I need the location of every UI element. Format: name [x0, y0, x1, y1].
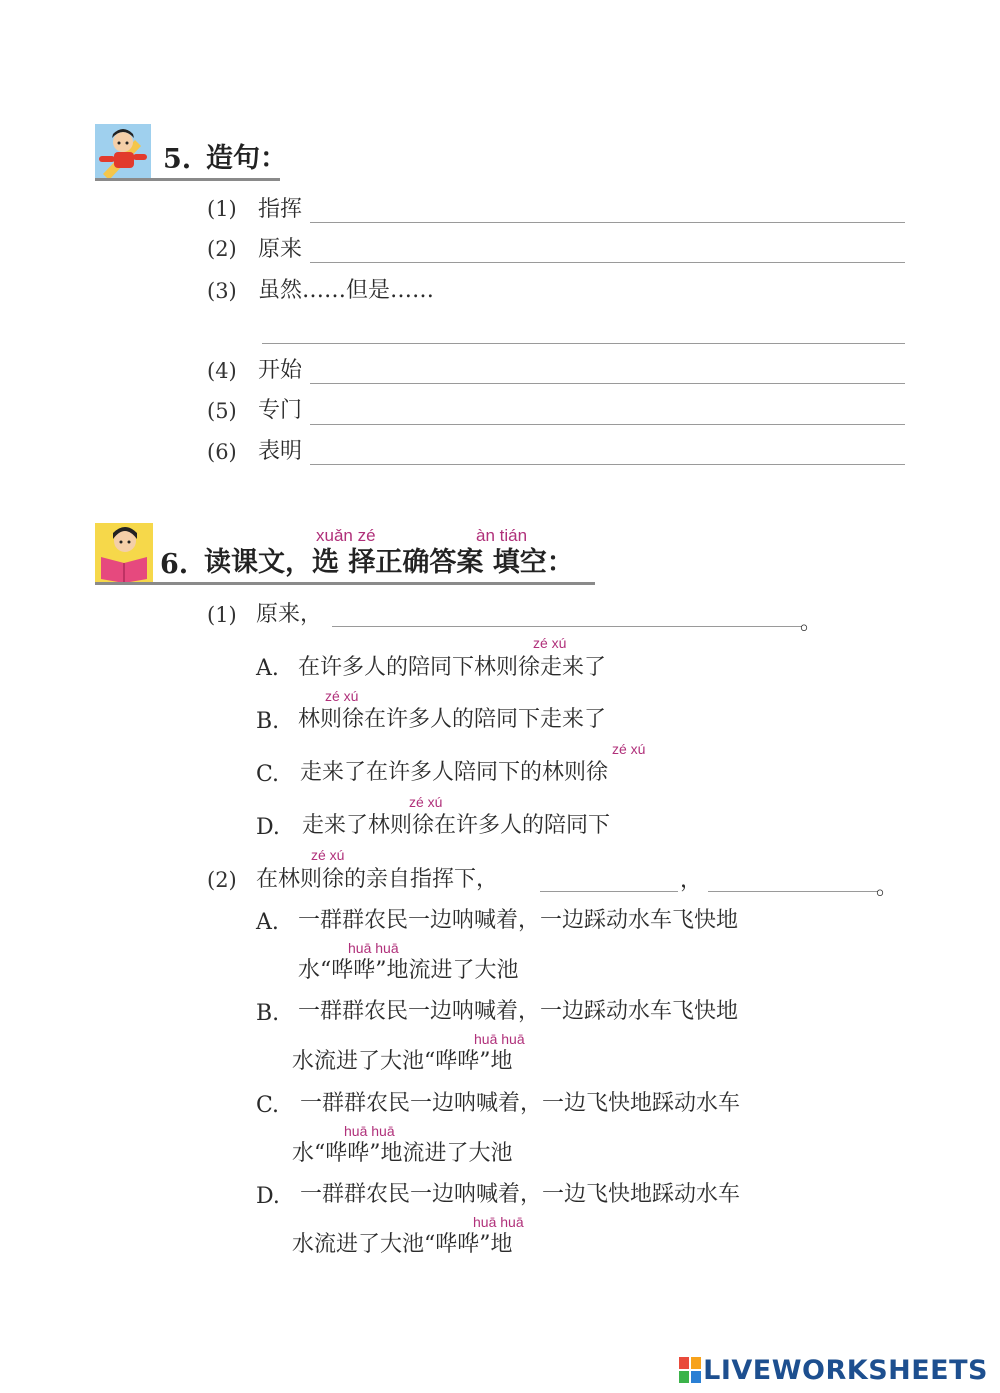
q2-blank-2[interactable] — [708, 891, 878, 892]
item-word: 表明 — [258, 439, 303, 464]
option-line2: 水流进了大池“哗哗”地 — [292, 1232, 513, 1257]
option-label: B. — [256, 1001, 280, 1026]
q2-comma: ， — [680, 868, 703, 893]
option-pinyin: huā huā — [473, 1214, 524, 1230]
option-line2: 水“哗哗”地流进了大池 — [292, 1141, 513, 1166]
option-text: 走来了在许多人陪同下的林则徐 — [300, 760, 609, 785]
option-pinyin: huā huā — [474, 1031, 525, 1047]
option-line1: 一群群农民一边呐喊着，一边飞快地踩动水车 — [300, 1091, 741, 1116]
item-word: 指挥 — [258, 197, 303, 222]
answer-line-6[interactable] — [310, 464, 905, 465]
item-word: 原来 — [258, 237, 303, 262]
q2-end-mark: 。 — [876, 875, 899, 900]
question-stem: 原来， — [256, 602, 323, 627]
pinyin-xuanze: xuǎn zé — [316, 526, 376, 545]
q1-end-mark: 。 — [800, 610, 823, 635]
option-label: A. — [256, 910, 279, 935]
item-word: 专门 — [258, 398, 303, 423]
question-number: (1) — [207, 603, 237, 627]
option-label: B. — [256, 709, 280, 734]
question-stem: 在林则徐的亲自指挥下， — [256, 867, 499, 892]
item-number: (6) — [207, 440, 237, 464]
section6-title: 读课文，选 择正确答案 填空： — [204, 547, 574, 578]
section5-title: 造句： — [206, 143, 287, 174]
item-number: (2) — [207, 237, 237, 261]
liveworksheets-logo — [679, 1353, 988, 1387]
section5-number: 5. — [163, 144, 192, 175]
option-text: 林则徐在许多人的陪同下走来了 — [298, 707, 607, 732]
option-text: 在许多人的陪同下林则徐走来了 — [298, 655, 607, 680]
answer-line-4[interactable] — [310, 383, 905, 384]
answer-line-1[interactable] — [310, 222, 905, 223]
option-text: 走来了林则徐在许多人的陪同下 — [302, 813, 611, 838]
question-number: (2) — [207, 868, 237, 892]
pinyin-antian: àn tián — [476, 526, 528, 545]
option-line1: 一群群农民一边呐喊着，一边踩动水车飞快地 — [298, 908, 739, 933]
girl-reading-icon — [95, 523, 153, 583]
option-label: D. — [256, 1184, 280, 1209]
section6-icon — [95, 523, 153, 583]
option-label: C. — [256, 762, 280, 787]
item-word: 开始 — [258, 358, 303, 383]
logo-text: LIVEWORKSHEETS — [703, 1354, 988, 1386]
answer-line-5[interactable] — [310, 424, 905, 425]
option-pinyin: zé xú — [325, 688, 359, 704]
q1-blank[interactable] — [332, 626, 802, 627]
option-pinyin: zé xú — [533, 635, 567, 651]
option-pinyin: zé xú — [612, 741, 646, 757]
stem-pinyin: zé xú — [311, 847, 345, 863]
item-number: (4) — [207, 359, 237, 383]
option-line1: 一群群农民一边呐喊着，一边飞快地踩动水车 — [300, 1182, 741, 1207]
item-number: (1) — [207, 197, 237, 221]
option-label: A. — [256, 656, 279, 681]
boy-pencil-icon — [95, 124, 151, 180]
section5-underline — [95, 178, 280, 181]
section6-underline — [95, 582, 595, 585]
option-pinyin: huā huā — [348, 940, 399, 956]
section5-icon — [95, 124, 151, 180]
answer-line-2[interactable] — [310, 262, 905, 263]
option-label: C. — [256, 1093, 280, 1118]
item-number: (5) — [207, 399, 237, 423]
q2-blank-1[interactable] — [540, 891, 678, 892]
option-line1: 一群群农民一边呐喊着，一边踩动水车飞快地 — [298, 999, 739, 1024]
option-label: D. — [256, 815, 280, 840]
option-line2: 水“哗哗”地流进了大池 — [298, 958, 519, 983]
option-pinyin: zé xú — [409, 794, 443, 810]
option-pinyin: huā huā — [344, 1123, 395, 1139]
answer-line-3[interactable] — [262, 343, 905, 344]
item-word: 虽然……但是…… — [258, 278, 435, 303]
item-number: (3) — [207, 279, 237, 303]
section6-number: 6. — [160, 549, 189, 580]
liveworksheets-logo-icon — [679, 1357, 701, 1383]
option-line2: 水流进了大池“哗哗”地 — [292, 1049, 513, 1074]
